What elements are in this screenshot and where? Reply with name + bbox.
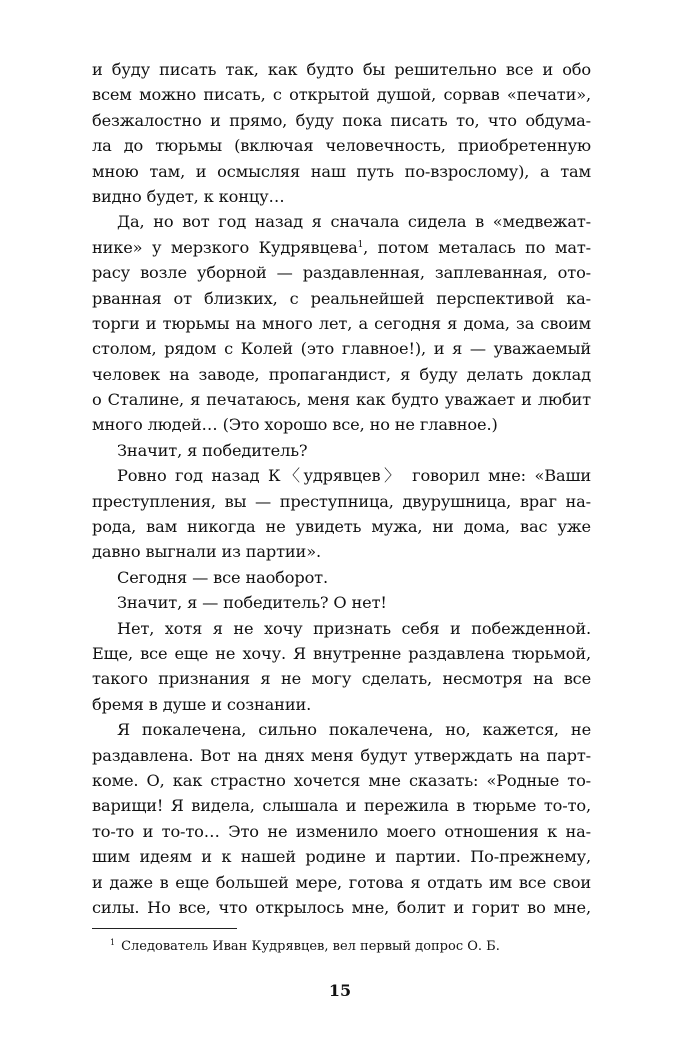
text-line: торги и тюрьмы на много лет, а сегодня я дома, за своим bbox=[92, 313, 591, 333]
page-number: 15 bbox=[328, 981, 352, 1000]
text-line: преступления, вы — преступница, двурушница, враг на- bbox=[92, 491, 591, 511]
text-line: видно будет, к концу… bbox=[92, 186, 285, 206]
footnote bbox=[110, 937, 500, 957]
text-line: Еще, все еще не хочу. Я внутренне раздавлена тюрьмой, bbox=[92, 643, 591, 663]
text-line: много людей… (Это хорошо все, но не главное.) bbox=[92, 415, 498, 435]
text-line: расу возле уборной — раздавленная, заплеванная, ото- bbox=[92, 263, 591, 283]
text-line: рванная от близких, с реальнейшей перспективой ка- bbox=[92, 288, 591, 308]
text-line: Да, но вот год назад я сначала сидела в «медвежат- bbox=[117, 212, 591, 232]
text-line: человек на заводе, пропагандист, я буду делать доклад bbox=[92, 364, 591, 384]
footnote-divider bbox=[92, 928, 237, 929]
text-line: Значит, я — победитель? О нет! bbox=[117, 593, 387, 613]
text-line: столом, рядом с Колей (это главное!), и я — уважаемый bbox=[92, 339, 591, 359]
text-line: Сегодня — все наоборот. bbox=[117, 567, 328, 587]
text-fragment: , потом металась по мат- bbox=[363, 237, 591, 257]
text-line: силы. Но все, что открылось мне, болит и горит во мне, bbox=[92, 897, 591, 917]
text-line: мною там, и осмысляя наш путь по-взрослому), а там bbox=[92, 161, 591, 181]
footnote-reference: 1 bbox=[357, 239, 364, 250]
text-line: ла до тюрьмы (включая человечность, приобретенную bbox=[92, 136, 591, 156]
text-line: варищи! Я видела, слышала и пережила в тюрьме то-то, bbox=[92, 796, 591, 816]
text-line: безжалостно и прямо, буду пока писать то, что обдума- bbox=[92, 110, 591, 130]
text-line: то-то и то-то… Это не изменило моего отношения к на- bbox=[92, 821, 591, 841]
text-fragment: нике» у мерзкого Кудрявцева bbox=[92, 237, 358, 257]
text-line bbox=[92, 235, 591, 260]
text-line: Значит, я победитель? bbox=[117, 440, 308, 460]
text-line: о Сталине, я печатаюсь, меня как будто уважает и любит bbox=[92, 390, 591, 410]
text-line: и даже в еще большей мере, готова я отдать им все свои bbox=[92, 872, 591, 892]
text-line: раздавлена. Вот на днях меня будут утверждать на парт- bbox=[92, 745, 591, 765]
text-line: всем можно писать, с открытой душой, сорвав «печати», bbox=[92, 85, 591, 105]
text-line: коме. О, как страстно хочется мне сказать: «Родные то- bbox=[92, 770, 591, 790]
footnote-text: Следователь Иван Кудрявцев, вел первый допрос О. Б. bbox=[121, 939, 500, 954]
text-line: Нет, хотя я не хочу признать себя и побежденной. bbox=[117, 618, 591, 638]
text-line: рода, вам никогда не увидеть мужа, ни дома, вас уже bbox=[92, 517, 591, 537]
text-line: и буду писать так, как будто бы решительно все и обо bbox=[92, 60, 591, 79]
text-line: бремя в душе и сознании. bbox=[92, 694, 312, 714]
text-line: Я покалечена, сильно покалечена, но, кажется, не bbox=[117, 720, 591, 740]
text-line: Ровно год назад К〈удрявцев〉 говорил мне: «Ваши bbox=[117, 466, 591, 486]
footnote-marker: 1 bbox=[110, 938, 116, 947]
main-text bbox=[92, 57, 591, 920]
text-line: такого признания я не могу сделать, несмотря на все bbox=[92, 669, 591, 689]
text-line: давно выгнали из партии». bbox=[92, 542, 321, 562]
text-line: шим идеям и к нашей родине и партии. По-прежнему, bbox=[92, 847, 591, 867]
